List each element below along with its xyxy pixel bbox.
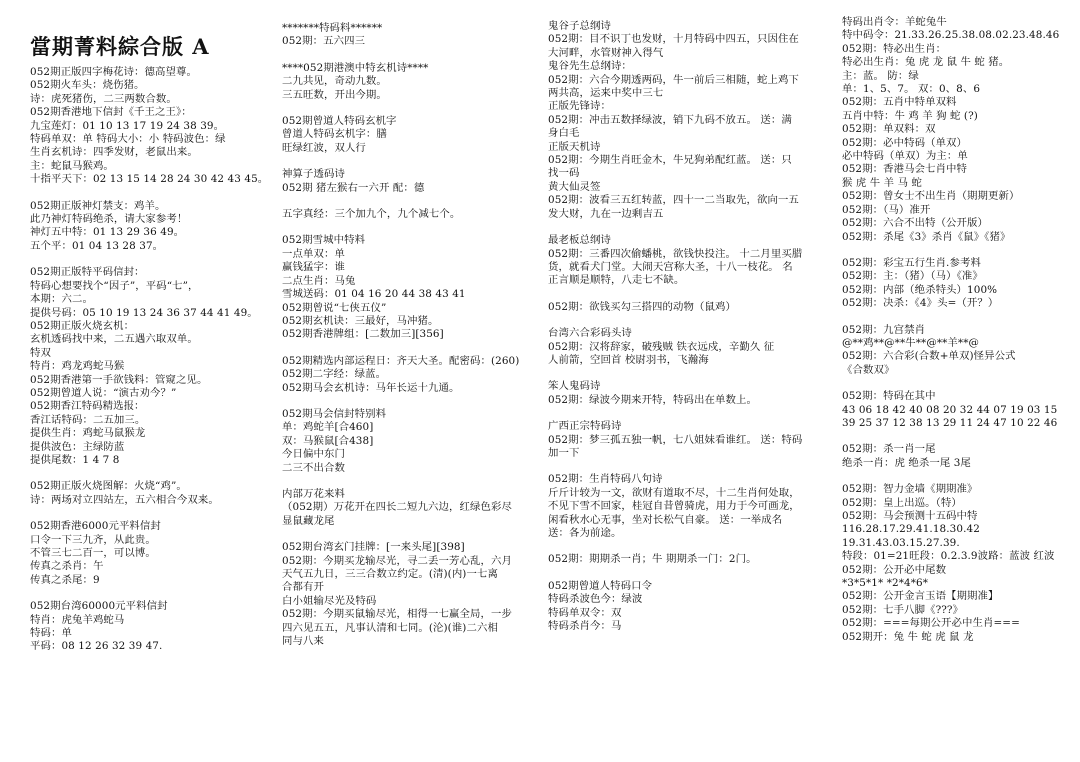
text-line: 052期香港6000元平料信封 <box>30 520 161 533</box>
text-line: 鬼谷先生总纲诗： <box>548 60 632 73</box>
text-line: 单：1、5、7。 双：0、8、6 <box>842 83 981 96</box>
text-line: 大河畔，水管财神入得气 <box>548 46 664 59</box>
column-1 <box>30 34 270 654</box>
text-line: 052期：九宫禁肖 <box>842 323 926 336</box>
text-line: 特码心想要找个“因子”，平码“七”， <box>30 279 199 292</box>
text-line: 雪城送码：01 04 16 20 44 38 43 41 <box>282 288 466 301</box>
spacer <box>282 102 532 115</box>
text-line: 特码单双：单 特码大小：小 特码波色：绿 <box>30 133 226 146</box>
text-line: 旺绿红波，双人行 <box>282 141 366 154</box>
spacer <box>30 587 270 600</box>
text-line: 052期：彩宝五行生肖.参考料 <box>842 256 981 269</box>
text-line: 身白毛 <box>548 127 580 140</box>
text-line: 《合数双》 <box>842 363 895 376</box>
text-line: 绝杀一肖：虎 绝杀一尾 3尾 <box>842 456 971 469</box>
text-line: 黄大仙灵签 <box>548 180 601 193</box>
text-line: ****052期港澳中特玄机诗**** <box>282 61 429 74</box>
text-line: 五个平：01 04 13 28 37。 <box>30 239 164 252</box>
text-line: 货，就看犬门堂。大闹天宫称大圣，十八一枝花。 名 <box>548 260 793 273</box>
spacer <box>548 460 808 473</box>
text-line: 今日偏中东门 <box>282 448 345 461</box>
text-line: 九宝莲灯：01 10 13 17 19 24 38 39。 <box>30 119 225 132</box>
text-line: 特肖：虎兔羊鸡蛇马 <box>30 613 125 626</box>
text-line: 052期：香港马会七肖中特 <box>842 163 968 176</box>
column-2 <box>282 22 532 648</box>
text-line: 052期：智力金墙《期期准》 <box>842 483 978 496</box>
spacer <box>282 528 532 541</box>
text-line: 052期：马会预测十五码中特 <box>842 510 978 522</box>
text-line: 052期：单双料：双 <box>842 123 936 136</box>
text-line: 052期精选内部运程日：齐天大圣。配密码：(260) <box>282 354 520 367</box>
spacer <box>842 244 1072 257</box>
text-line: 39 25 37 12 38 13 29 11 24 47 10 22 46 <box>842 416 1058 429</box>
text-line: 猴 虎 牛 羊 马 蛇 <box>842 176 922 189</box>
text-line: 052期：内部（绝杀特头）100% <box>842 283 998 296</box>
text-line: 052期：皇上出巡。（特） <box>842 496 962 509</box>
text-line: 一点单双：单 <box>282 247 345 260</box>
text-line: 052期 猪左猴右一六开 配：德 <box>282 181 425 194</box>
text-line: 052期：六合今期透两码，牛一前后三相随，蛇上鸡下 <box>548 73 799 86</box>
text-line: 提供波色：主绿防蓝 <box>30 440 125 453</box>
text-line: 合都有开 <box>282 581 324 594</box>
text-line: 052期：杀一肖一尾 <box>842 443 936 456</box>
text-line: 此乃神灯特码绝杀，请大家参考！ <box>30 213 188 226</box>
text-line: *******特码料****** <box>282 22 383 34</box>
text-line: 传真之杀肖：午 <box>30 560 104 573</box>
column-3 <box>548 20 808 633</box>
spacer <box>30 253 270 266</box>
spacer <box>548 314 808 327</box>
text-line: 052期台湾玄门挂牌：[一来头尾][398] <box>282 541 465 554</box>
spacer <box>548 367 808 380</box>
text-line: *3*5*1* *2*4*6* <box>842 577 929 590</box>
spacer <box>842 430 1072 443</box>
text-line: 诗：两场对立四站左，五六相合今双来。 <box>30 493 219 506</box>
text-line: 神灯五中特：01 13 29 36 49。 <box>30 226 185 239</box>
spacer <box>282 49 532 62</box>
text-line: 052期香港第一手欲钱料：管窥之见。 <box>30 373 208 386</box>
spacer <box>282 221 532 234</box>
text-line: 斤斤计较为一文，欲财有道取不尽，十二生肖何处取， <box>548 486 800 499</box>
text-line: 特码杀波色今：绿波 <box>548 593 643 606</box>
text-line: 052期曾道人特码玄机字 <box>282 115 397 128</box>
text-line: 同与八来 <box>282 635 324 648</box>
text-line: 加一下 <box>548 446 580 459</box>
text-line: 052期香港牌组：[二数加三][356] <box>282 328 444 341</box>
text-line: 052期曾说“七侠五仪” <box>282 301 387 314</box>
text-line: 052期：欲钱买勾三搭四的动物（鼠鸡） <box>548 300 736 313</box>
text-line: 传真之杀尾：9 <box>30 573 100 586</box>
text-line: 052期：梦三孤五独一帆，七八姐妹看谁红。 送：特码 <box>548 433 803 446</box>
text-line: 052期：特码在其中 <box>842 390 936 403</box>
text-line: 找一码 <box>548 167 580 180</box>
text-line: 二三不出合数 <box>282 461 345 474</box>
text-line: 单：鸡蛇羊[合460] <box>282 421 374 434</box>
text-line: 052期：五肖中特单双料 <box>842 96 957 109</box>
text-line: 052期马会信封特别料 <box>282 407 387 420</box>
text-line: @**鸡**@**牛**@**羊**@ <box>842 336 979 349</box>
text-line: 052期：目不识丁也发财，十月特码中四五，只因住在 <box>548 33 799 46</box>
text-line: 平码：08 12 26 32 39 47. <box>30 640 163 653</box>
text-line: 特段：01=21旺段：0.2.3.9波路：蓝波 红波 <box>842 550 1055 563</box>
text-line: 诗：虎死猪伤，二三两数合数。 <box>30 92 177 105</box>
column-4 <box>842 16 1072 644</box>
text-line: 052期：特必出生肖： <box>842 42 947 55</box>
text-line: 052期曾道人说：“演古劝今？” <box>30 386 177 399</box>
text-line: 052期开：兔 牛 蛇 虎 鼠 龙 <box>842 630 974 643</box>
text-line: 特双 <box>30 346 51 359</box>
text-line: 特码出肖令：羊蛇兔牛 <box>842 16 947 28</box>
spacer <box>842 470 1072 483</box>
text-line: 口令一下三九齐，从此贵。 <box>30 533 156 546</box>
text-line: 提供生肖：鸡蛇马鼠猴龙 <box>30 427 146 440</box>
spacer <box>282 195 532 208</box>
text-line: 提供尾数：1 4 7 8 <box>30 453 120 466</box>
text-line: 052期香江特码精选报： <box>30 400 145 413</box>
text-line: 内部万花来料 <box>282 487 345 500</box>
text-line: 闲看秋水心无事，坐对长松气自豪。 送：一举成名 <box>548 513 783 526</box>
text-line: 特码：单 <box>30 627 72 640</box>
text-line: 香江话特码：二五加三。 <box>30 413 146 426</box>
text-line: 白小姐输尽光及特码 <box>282 594 377 607</box>
text-line: 二九共见，奇动九数。 <box>282 75 387 88</box>
text-line: 两共高，运来中奖中三七 <box>548 87 664 100</box>
text-line: 三五旺数，开出今期。 <box>282 88 387 101</box>
text-line: 二点生肖：马兔 <box>282 274 356 287</box>
text-line: 052期：公开必中尾数 <box>842 563 947 576</box>
text-line: 052期：（马）准开 <box>842 203 931 216</box>
text-line: 提供号码：05 10 19 13 24 36 37 44 41 49。 <box>30 306 258 319</box>
text-line: 052期：公开金言玉语【期期准】 <box>842 590 999 603</box>
text-line: 052期正版火烧图解：火烧“鸡”。 <box>30 480 187 493</box>
text-line: 052期正版特平码信封： <box>30 266 145 279</box>
text-line: 五字真经：三个加九个，九个减七个。 <box>282 208 461 221</box>
text-line: 笨人鬼码诗 <box>548 380 601 393</box>
text-line: 玄机透码找中来，二五遇六取双单。 <box>30 333 198 346</box>
text-line: 十指平天下：02 13 15 14 28 24 30 42 43 45。 <box>30 173 269 186</box>
page-title: 當期菁料綜合版 A <box>30 34 210 59</box>
text-line: 052期：汉将辞家，破残贼 铁衣远戍，辛勤久 征 <box>548 340 775 353</box>
text-line: 台湾六合彩码头诗 <box>548 327 632 340</box>
text-line: 广西正宗特码诗 <box>548 420 622 433</box>
text-line: 不见下雪不回家，桂冠自昔曾骑虎，用力于今可画龙， <box>548 500 800 513</box>
text-line: 052期正版四字梅花诗：德高望尊。 <box>30 66 197 78</box>
text-line: 052期：六合彩(合数+单双)怪异公式 <box>842 350 1016 363</box>
text-line: 最老板总纲诗 <box>548 234 611 247</box>
text-line: 052期：冲击五数择绿波，销下九码不放五。 送：满 <box>548 113 792 126</box>
text-line: （052期）万花开在四长二短九六边，红绿色彩尽 <box>282 501 512 514</box>
text-line: 052期二字经：绿蓝。 <box>282 368 387 381</box>
spacer <box>548 221 808 234</box>
text-line: 鬼谷子总纲诗 <box>548 20 611 32</box>
text-line: 生肖玄机诗：四季发财，老鼠出来。 <box>30 146 198 159</box>
text-line: 052期：绿波今期来开特，特码出在单数上。 <box>548 393 757 406</box>
text-line: 神算子透码诗 <box>282 168 345 181</box>
text-line: 052期：五六四三 <box>282 35 366 48</box>
spacer <box>30 507 270 520</box>
text-line: 052期：今期买鼠输尽光，相得一七赢全局，一步 <box>282 608 512 621</box>
text-line: 052期：波看三五红转蓝，四十一二当取先，欲向一五 <box>548 194 799 207</box>
text-line: 052期：六合不出特（公开版） <box>842 217 989 230</box>
spacer <box>548 540 808 553</box>
text-line: 052期：必中特码（单双） <box>842 136 968 149</box>
spacer <box>842 311 1072 324</box>
text-line: 052期：主：（猪）（马）《准》 <box>842 270 983 283</box>
text-line: 赢钱猛字：谁 <box>282 261 345 274</box>
text-line: 052期：===每期公开必中生肖=== <box>842 617 1020 630</box>
text-line: 送：各为前途。 <box>548 527 622 539</box>
text-line: 曾道人特码玄机字：膳 <box>282 128 387 141</box>
text-line: 本期：六二。 <box>30 293 93 306</box>
spacer <box>548 288 808 301</box>
text-line: 双：马猴鼠[合438] <box>282 434 374 447</box>
text-line: 052期正版神灯禁支：鸡羊。 <box>30 199 166 212</box>
text-line: 天气五九日，三三合数立约定。(清)(内)一七离 <box>282 568 498 580</box>
spacer <box>30 187 270 200</box>
text-line: 发大财，九在一边剩吉五 <box>548 207 664 220</box>
text-line: 人前箭，空回首 校尉羽书，飞瀚海 <box>548 353 709 366</box>
text-line: 052期：决杀：《4》头=（开？） <box>842 297 999 310</box>
text-line: 052期：曾女士不出生肖（期期更新） <box>842 190 1020 203</box>
text-line: 五肖中特：牛 鸡 羊 狗 蛇 (?) <box>842 109 978 122</box>
text-line: 052期：三番四次偷蟠桃，欲钱快投注。 十二月里买腊 <box>548 247 803 260</box>
text-line: 052期：生肖特码八句诗 <box>548 473 663 486</box>
text-line: 052期玄机诀：三最好，马冲猪。 <box>282 314 439 327</box>
text-line: 显鼠藏龙尾 <box>282 514 335 527</box>
text-line: 052期：今期生肖旺金木，牛兄狗弟配红蓝。 送：只 <box>548 154 792 167</box>
text-line: 43 06 18 42 40 08 20 32 44 07 19 03 15 <box>842 403 1058 416</box>
text-line: 052期正版火烧玄机： <box>30 319 135 332</box>
text-line: 116.28.17.29.41.18.30.42 <box>842 523 980 536</box>
text-line: 特必出生肖：兔 虎 龙 鼠 牛 蛇 猪。 <box>842 56 1010 69</box>
text-line: 052期火车头：烧伤猪。 <box>30 79 145 92</box>
text-line: 052期：杀尾《3》杀肖《鼠》《猪》 <box>842 230 1011 243</box>
text-line: 特码杀肖今：马 <box>548 620 622 633</box>
text-line: 不管三七二百一，可以博。 <box>30 547 156 559</box>
text-line: 052期雪城中特料 <box>282 234 366 247</box>
text-line: 052期：今期买龙输尽光，寻二丢一芳心乱，六月 <box>282 554 512 567</box>
text-line: 正言顺是顺特，八走七不缺。 <box>548 274 685 287</box>
spacer <box>30 467 270 480</box>
spacer <box>282 475 532 488</box>
text-line: 19.31.43.03.15.27.39. <box>842 536 960 549</box>
spacer <box>842 377 1072 390</box>
text-line: 四六见五五，凡事认清和七同。(沦)(谁)二六相 <box>282 621 498 634</box>
text-line: 052期曾道人特码口令 <box>548 579 653 592</box>
text-line: 正版天机诗 <box>548 140 601 153</box>
text-line: 必中特码（单双）为主：单 <box>842 150 968 163</box>
text-line: 特中码令：21.33.26.25.38.08.02.23.48.46 <box>842 29 1060 42</box>
text-line: 主：蛇鼠马猴鸡。 <box>30 159 114 172</box>
spacer <box>282 155 532 168</box>
text-line: 特肖：鸡龙鸡蛇马猴 <box>30 360 125 373</box>
text-line: 特码单双令：双 <box>548 606 622 619</box>
spacer <box>548 407 808 420</box>
spacer <box>282 342 532 355</box>
spacer <box>548 567 808 580</box>
text-line: 052期香港地下信封《千王之王》： <box>30 106 192 119</box>
spacer <box>282 395 532 408</box>
text-line: 052期马会玄机诗：马年长运十九通。 <box>282 381 460 394</box>
text-line: 正版先锋诗： <box>548 100 611 113</box>
text-line: 052期：七手八脚《???》 <box>842 603 964 616</box>
text-line: 主：蓝。 防：绿 <box>842 69 919 82</box>
text-line: 052期台湾60000元平料信封 <box>30 600 168 613</box>
text-line: 052期：期期杀一肖；牛 期期杀一门：2门。 <box>548 553 757 566</box>
